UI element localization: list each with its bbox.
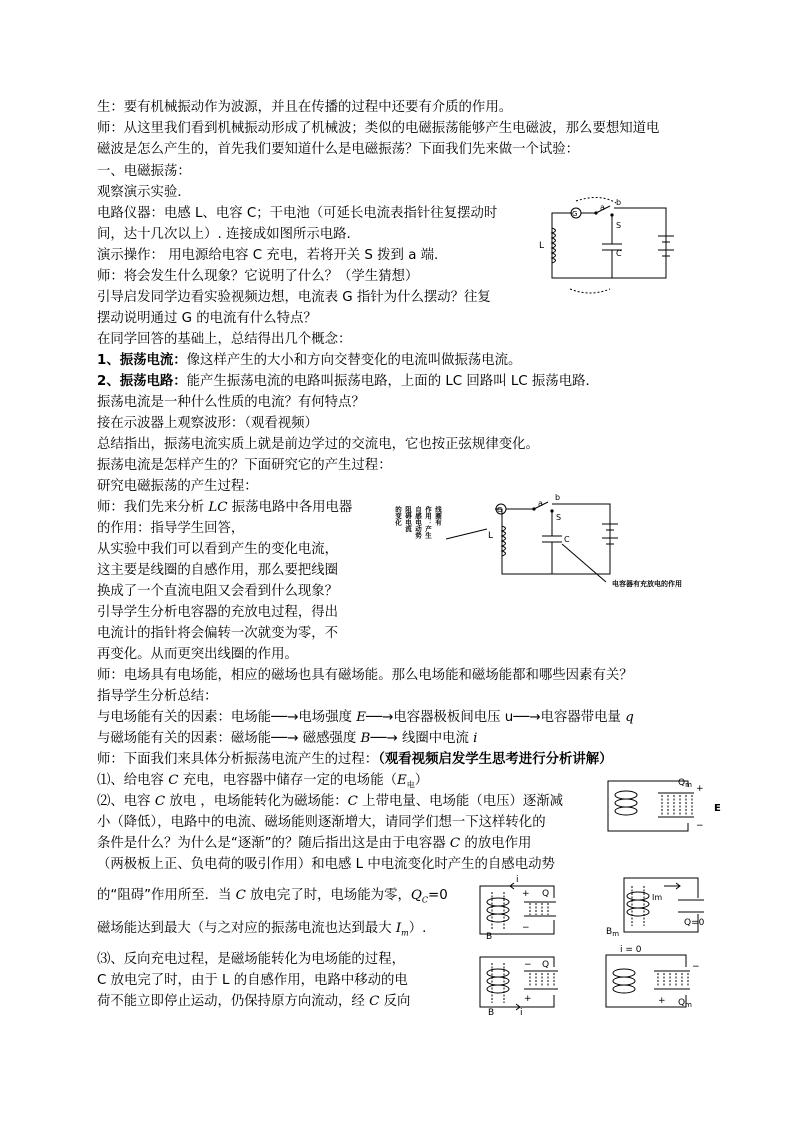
math-var: C (154, 794, 166, 809)
math-var: E (396, 773, 407, 788)
charge-label: $Q_m$ (678, 998, 692, 1009)
text-span: 师：下面我们来具体分析振荡电流产生的过程： (97, 752, 379, 767)
field-label: B (488, 1008, 495, 1018)
text-line (97, 991, 410, 1012)
text-span: 反向 (379, 994, 411, 1009)
text-line: 师：电场具有电场能，相应的磁场也具有磁场能。那么电场能和磁场能都和哪些因素有关？ (97, 668, 633, 683)
text-line: 再变化。从而更突出线圈的作用。 (97, 647, 298, 662)
note-column: 阻碍电流 (404, 506, 412, 532)
math-var: q (625, 710, 634, 725)
galvanometer-label: G (572, 210, 578, 218)
text-line: 引导学生分析电容器的充放电过程，得出 (97, 605, 339, 620)
text-span: 条件是什么？为什么是“逐渐”的？随后指出这是由于电容器 (97, 836, 450, 851)
current-label: i (520, 1008, 523, 1018)
text-line: 接在示波器上观察波形：（观看视频） (97, 416, 318, 431)
terminal-b-label: b (616, 198, 622, 207)
current-label: i (516, 875, 519, 885)
note-column: 作用：产生 (424, 506, 432, 539)
switch-label: S (616, 221, 622, 230)
text-line (97, 885, 448, 911)
text-line: 师：从这里我们看到机械振动形成了机械波；类似的电磁振荡能够产生电磁波，那么要想知道电 (97, 121, 660, 136)
fig-charged-capacitor (606, 773, 726, 835)
text-line: （两极板上正、负电荷的吸引作用）和电感 L 中电流变化时产生的自感电动势 (97, 857, 555, 872)
lc-circuit-annotated (384, 494, 734, 589)
plus-sign: + (524, 994, 532, 1004)
math-var: LC (208, 500, 228, 515)
minus-sign: − (692, 962, 700, 972)
math-var: E (356, 710, 367, 725)
text-line: 指导学生分析总结： (97, 689, 218, 704)
capacitor-label: C (564, 535, 570, 544)
text-line: 间，达十几次以上）. 连接成如图所示电路. (97, 227, 351, 242)
text-span: 充电，电容器中储存一定的电场能（ (178, 773, 397, 788)
fig-zero-current (602, 941, 714, 1015)
fig-discharging (476, 874, 576, 940)
minus-sign: − (524, 960, 532, 970)
text-span: 放电 ，电场能转化为磁场能： (165, 794, 348, 809)
text-span: ）. (408, 921, 427, 936)
text-line: 小（降低），电路中的电流、磁场能则逐渐增大，请同学们想一下这样转化的 (97, 815, 546, 830)
terminal-a-label: a (600, 203, 605, 212)
text-span: 上带电量、电场能（电压）逐渐减 (357, 794, 564, 809)
plus-sign: + (658, 996, 666, 1006)
field-label: $B_m$ (606, 927, 620, 938)
lc-analysis-line (97, 497, 352, 518)
note-column: 的变化 (394, 506, 402, 526)
text-line: 的作用：指导学生回答， (97, 521, 245, 536)
text-span: 的“阻碍”作用所至．当 (97, 888, 236, 903)
charge-label: Q=0 (684, 918, 705, 928)
text-line: 从实验中我们可以看到产生的变化电流， (97, 542, 339, 557)
text-span: ──→ 线圈中电流 (370, 731, 474, 746)
charge-label: $Q_m$ (678, 778, 692, 789)
note-column: 线圈有 (434, 506, 442, 526)
electric-energy-factors (97, 707, 634, 728)
lc-circuit-diagram (536, 198, 696, 293)
vertical-note (394, 505, 442, 540)
note-column: 自感电动势 (414, 506, 422, 539)
text-line: 振荡电流是怎样产生的？下面研究它的产生过程： (97, 458, 392, 473)
text-line: 摆动说明通过 G 的电流有什么特点？ (97, 311, 317, 326)
text-span: 与电场能有关的因素：电场能──→电场强度 (97, 710, 357, 725)
math-var: B (360, 731, 371, 746)
definition-text: 能产生振荡电流的电路叫振荡电路，上面的 LC 回路叫 LC 振荡电路． (186, 374, 599, 389)
field-label: E (714, 803, 721, 814)
text-line: 演示操作： 用电源给电容 C 充电，若将开关 S 拨到 a 端. (97, 248, 439, 263)
definition-term: 2、振荡电路： (97, 374, 187, 389)
math-var: C (347, 794, 358, 809)
galvanometer-label: G (497, 506, 503, 514)
text-line: 电流计的指针将会偏转一次就变为零，不 (97, 626, 339, 641)
text-line: 观察演示实验． (97, 185, 191, 200)
text-span: 荷不能立即停止运动，仍保持原方向流动，经 (97, 994, 370, 1009)
math-var: i (473, 731, 478, 746)
fig-max-current (604, 872, 716, 938)
math-var: I (395, 921, 402, 936)
text-span: 振荡电路中各用电器 (227, 500, 353, 515)
text-span: ⑵、电容 (97, 794, 155, 809)
section-heading: 一、电磁振荡： (97, 164, 191, 179)
text-line (97, 918, 426, 944)
current-label: i = 0 (620, 945, 642, 955)
text-line (97, 833, 531, 854)
math-sub: C (421, 895, 428, 905)
terminal-a-label: a (538, 499, 543, 508)
process-intro (97, 749, 613, 770)
math-var: Q (410, 888, 422, 903)
text-span: =0 (427, 888, 448, 903)
text-line: 生：要有机械振动作为波源，并且在传播的过程中还要有介质的作用。 (97, 100, 513, 115)
charge-label: Q (542, 889, 550, 899)
current-label: Im (652, 893, 663, 902)
text-line: 研究电磁振荡的产生过程： (97, 479, 258, 494)
process-step-2 (97, 791, 563, 812)
inductor-label: L (488, 531, 494, 541)
math-var: C (235, 888, 246, 903)
terminal-b-label: b (555, 493, 561, 502)
minus-sign: − (696, 821, 704, 831)
math-sub: 电 (406, 780, 415, 790)
plus-sign: + (696, 784, 704, 794)
charge-label: Q (542, 960, 550, 970)
math-var: C (369, 994, 380, 1009)
text-span: 放电完了时，电场能为零， (245, 888, 411, 903)
definition-oscillating-current (97, 350, 521, 371)
text-line: 磁波是怎么产生的，首先我们要知道什么是电磁振荡？下面我们先来做一个试验： (97, 142, 580, 157)
text-span: ⑴、给电容 (97, 773, 169, 788)
text-line: 这主要是线圈的自感作用，那么要把线圈 (97, 563, 339, 578)
text-line: 总结指出，振荡电流实质上就是前边学过的交流电，它也按正弦规律变化。 (97, 437, 539, 452)
text-line: 换成了一个直流电阻又会看到什么现象？ (97, 584, 339, 599)
definition-oscillating-circuit (97, 371, 599, 392)
definition-term: 1、振荡电流： (97, 353, 187, 368)
math-var: C (449, 836, 461, 851)
fig-reverse-charging (474, 949, 578, 1017)
inductor-label: L (539, 241, 545, 251)
minus-sign: − (522, 923, 530, 933)
text-span: 与磁场能有关的因素：磁场能──→ 磁感强度 (97, 731, 361, 746)
definition-text: 像这样产生的大小和方向交替变化的电流叫做振荡电流。 (186, 353, 522, 368)
math-var: C (168, 773, 179, 788)
switch-label: S (556, 513, 562, 522)
text-span: ──→电容器极板间电压 u──→电容器带电量 (366, 710, 626, 725)
text-line: 在同学回答的基础上，总结得出几个概念： (97, 332, 352, 347)
capacitor-note: 电容器有充放电的作用 (612, 580, 682, 588)
text-span: 磁场能达到最大（与之对应的振荡电流也达到最大 (97, 921, 396, 936)
text-line: 师：将会发生什么现象？它说明了什么？（学生猜想） (97, 269, 419, 284)
field-label: B (486, 932, 493, 942)
text-line: 振荡电流是一种什么性质的电流？有何特点？ (97, 395, 365, 410)
capacitor-label: C (616, 249, 622, 258)
text-span: 的放电作用 (460, 836, 532, 851)
text-line: 引导启发同学边看实验视频边想，电流表 G 指针为什么摆动？往复 (97, 290, 491, 305)
process-step-3: ⑶、反向充电过程，是磁场能转化为电场能的过程， (97, 952, 405, 967)
magnetic-energy-factors (97, 728, 477, 749)
text-span: 师：我们先来分析 (97, 500, 209, 515)
math-sub: m (401, 928, 409, 938)
text-line: C 放电完了时，由于 L 的自感作用，电路中移动的电 (97, 973, 408, 988)
text-span: ） (414, 773, 429, 788)
text-span: （观看视频启发学生思考进行分析讲解） (378, 752, 613, 767)
text-line: 电路仪器：电感 L、电容 C；干电池（可延长电流表指针往复摆动时 (97, 206, 498, 221)
plus-sign: + (522, 889, 530, 899)
